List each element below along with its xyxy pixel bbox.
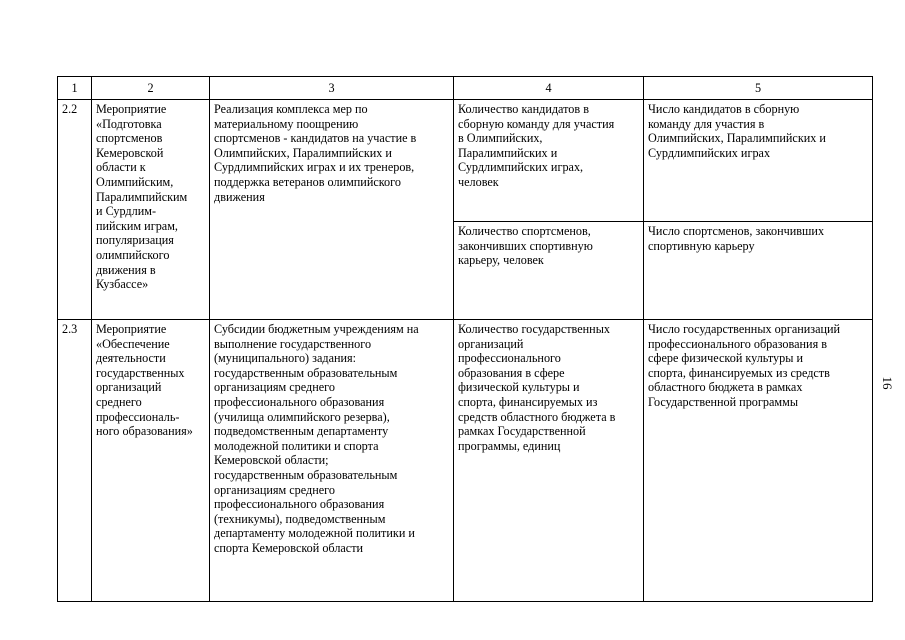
indicator-definition-cell: Число государственных организаций профессионального образования в сфере физической культуры и спорта, финансируемых из средств областного бюджета в рамках Государственной программы xyxy=(644,320,873,602)
column-header-1: 1 xyxy=(58,77,92,100)
event-description-cell: Реализация комплекса мер по материальному поощрению спортсменов - кандидатов на участие в Олимпийских, Паралимпийских и Сурдлимпийских играх и их тренеров, поддержка ветеранов олимпийского движения xyxy=(210,100,454,320)
table-row-2-2-a xyxy=(58,100,873,222)
indicator-cell: Количество кандидатов в сборную команду для участия в Олимпийских, Паралимпийских и Сурдлимпийских играх, человек xyxy=(454,100,644,222)
row-number-cell: 2.2 xyxy=(58,100,92,320)
document-table xyxy=(57,76,873,602)
table-row-2-3 xyxy=(58,320,873,602)
column-header-5: 5 xyxy=(644,77,873,100)
header-row xyxy=(58,77,873,100)
indicator-cell: Количество спортсменов, закончивших спортивную карьеру, человек xyxy=(454,222,644,320)
column-header-3: 3 xyxy=(210,77,454,100)
event-description-cell: Субсидии бюджетным учреждениям на выполнение государственного (муниципального) задания: государственным образовательным организациям среднего профессионального образования (училища олимпийского резерва), подведомственным департаменту молодежной политики и спорта Кемеровской области; государственным образовательным организациям среднего профессионального образования (техникумы), подведомственным департаменту молодежной политики и спорта Кемеровской области xyxy=(210,320,454,602)
row-number-cell: 2.3 xyxy=(58,320,92,602)
indicator-definition-cell: Число спортсменов, закончивших спортивную карьеру xyxy=(644,222,873,320)
indicator-definition-cell: Число кандидатов в сборную команду для участия в Олимпийских, Паралимпийских и Сурдлимпийских играх xyxy=(644,100,873,222)
column-header-4: 4 xyxy=(454,77,644,100)
page-number: 16 xyxy=(880,376,895,390)
event-name-cell: Мероприятие «Подготовка спортсменов Кемеровской области к Олимпийским, Паралимпийским и Сурдлим- пийским играм, популяризация олимпийского движения в Кузбассе» xyxy=(92,100,210,320)
event-name-cell: Мероприятие «Обеспечение деятельности государственных организаций среднего профессиональ- ного образования» xyxy=(92,320,210,602)
column-header-2: 2 xyxy=(92,77,210,100)
indicator-cell: Количество государственных организаций профессионального образования в сфере физической культуры и спорта, финансируемых из средств областного бюджета в рамках Государственной программы, единиц xyxy=(454,320,644,602)
